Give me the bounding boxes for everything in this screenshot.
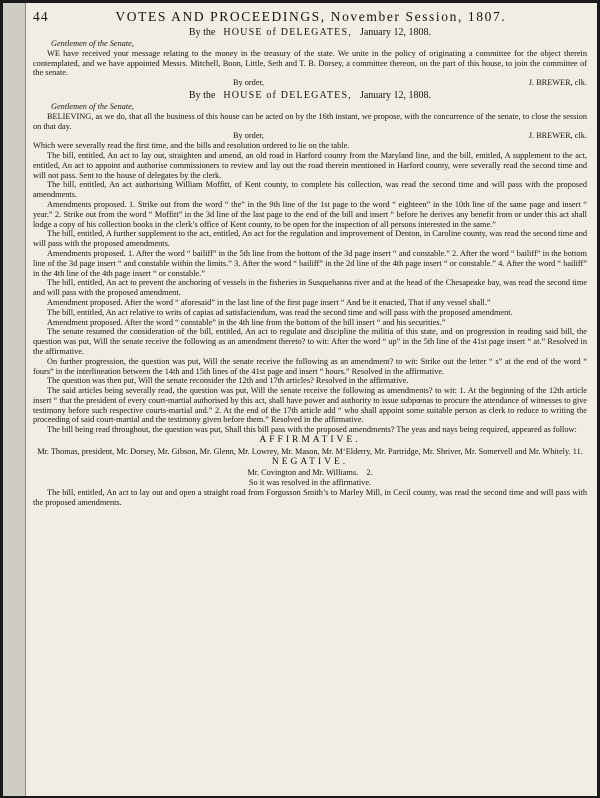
negative-count: 2. <box>366 468 373 478</box>
message-1-salutation: Gentlemen of the Senate, <box>51 39 134 48</box>
paragraph: Amendment proposed. After the word “ constable” in the 4th line from the bottom of the bill insert “ and his securities.” <box>47 317 446 327</box>
paragraph: The bill, entitled, An act to lay out, straighten and amend, an old road in Harford county from the Maryland line, and the bill, entitled, A supplement to the act, entitled, An act to appoint and authorise commissioners to review and lay out the road therein mentioned in Harford county, were severally read the second time and will not pass. Sent to the house of delegates by the clerk. <box>33 150 587 180</box>
running-title: VOTES AND PROCEEDINGS, November Session, 1807. <box>115 9 507 24</box>
final-paragraph: The bill, entitled, An act to lay out and open a straight road from Forgusson Smith’s to Marley Mill, in Cecil county, was read the second time and will pass with the proposed amendments. <box>33 488 587 507</box>
message-2-salutation: Gentlemen of the Senate, <box>51 101 134 111</box>
vote-result: So it was resolved in the affirmative. <box>248 478 372 488</box>
paragraph: Amendment proposed. After the word “ aforesaid” in the last line of the first page insert “ And be it enacted, That if any vessel shall.” <box>47 297 491 307</box>
paragraph: On further progression, the question was put, Will the senate receive the following as an amendment? to wit: Strike out the letter “ s” at the end of the word “ fours” in the interlineation between the 14th and 15th lines of the 41st page and insert “ hours.” Resolved in the affirmative. <box>33 356 587 376</box>
affirmative-name-list: Mr. Thomas, president, Mr. Dorsey, Mr. Gibson, Mr. Glenn, Mr. Lowrey, Mr. Mason, Mr. M‘Elderry, Mr. Partridge, Mr. Shriver, Mr. Somervell and Mr. Whitely. <box>37 446 571 456</box>
page-number: 44 <box>33 9 49 24</box>
message-1-signer: J. BREWER, clk. <box>528 78 587 88</box>
paragraph: The senate resumed the consideration of the bill, entitled, An act to regulate and discipline the militia of this state, and on progression in reading said bill, the question was put, Will the senate receive the following as an amendment thereto? to wit: After the word “ up” in the 5th line of the 41st page insert “ at.” Resolved in the affirmative. <box>33 327 587 356</box>
message-2-house: HOUSE of DELEGATES, <box>223 89 352 101</box>
message-2-signer: J. BREWER, clk. <box>528 131 587 141</box>
affirmative-heading: AFFIRMATIVE. <box>259 435 361 446</box>
page-gutter <box>3 3 26 796</box>
paragraph: The bill, entitled, An act authorising William Moffitt, of Kent county, to complete his collection, was read the second time and will pass with the proposed amendments. <box>33 180 587 200</box>
message-1-signature <box>33 78 587 88</box>
paragraph: Amendments proposed. 1. Strike out from the word “ the” in the 9th line of the 1st page to the word “ eighteen” in the 10th line of the same page and insert “ year.” 2. Strike out from the word “ Moffitt” in the 3d line of the last page to the end of the bill and insert “ before he derives any benefit from or under this act shall lodge a copy of his collection books in the clerk’s office of Kent county, to be open for the inspection of all persons interested in the same.” <box>33 199 587 229</box>
message-2-body: BELIEVING, as we do, that all the business of this house can be acted on by the 16th instant, we propose, with the concurrence of the senate, to close the session on that day. <box>33 111 587 131</box>
negative-name-list: Mr. Covington and Mr. Williams. <box>247 468 359 478</box>
message-1-by-order: By order, <box>233 78 265 88</box>
message-1-intro: By the <box>188 27 216 38</box>
message-2-intro: By the <box>188 89 216 101</box>
negative-names <box>33 468 587 478</box>
paragraph: The bill, entitled, An act relative to writs of capias ad satisfaciendum, was read the second time and will pass with the proposed amendment. <box>47 307 513 317</box>
message-1-date: January 12, 1808. <box>359 27 432 38</box>
message-1-heading <box>33 27 587 39</box>
paragraph: Which were severally read the first time, and the bills and resolution ordered to lie on the table. <box>33 141 350 151</box>
paragraph: The question was then put, Will the senate reconsider the 12th and 17th articles? Resolved in the affirmative. <box>47 376 409 386</box>
message-1-house: HOUSE of DELEGATES, <box>223 27 352 38</box>
paragraph: The bill, entitled, An act to prevent the anchoring of vessels in the fisheries in Susquehanna river and at the head of the Chesapeake bay, was read the second time and will pass with the proposed amendment. <box>33 278 587 298</box>
message-2-signature <box>33 131 587 141</box>
running-head <box>33 9 587 25</box>
paragraph: The bill, entitled, A further supplement to the act, entitled, An act for the regulation and improvement of Denton, in Caroline county, was read the second time and will pass with the proposed amendments. <box>33 229 587 249</box>
message-2-heading <box>33 90 587 102</box>
affirmative-count: 11. <box>572 446 583 456</box>
paragraph: Amendments proposed. 1. After the word “ bailiff” in the 5th line from the bottom of the 3d page insert “ and constable.” 2. After the word “ bailiff” in the bottom line of the 3d page insert “ and constable within the limits.” 3. After the word “ bailiff” in the 2d line of the 4th page insert “ or constable.” 4. After the word “ bailiff” in the 4th line of the 4th page insert “ or constable.” <box>33 248 587 278</box>
paragraph: The bill being read throughout, the question was put, Shall this bill pass with the proposed amendments? The yeas and nays being required, appeared as follow: <box>47 425 577 435</box>
message-1-body: WE have received your message relating to the money in the treasury of the state. We unite in the policy of originating a committee for the object therein contemplated, and we have appointed Messrs. Mitchell, Boon, Little, Seth and T. B. Dorsey, a committee thereon, on the part of this house, to join the committee of the senate. <box>33 48 587 78</box>
negative-heading: NEGATIVE. <box>271 456 349 467</box>
message-2-date: January 12, 1808. <box>359 89 432 101</box>
paragraph: The said articles being severally read, the question was put, Will the senate receive the following as amendments? to wit: 1. At the beginning of the 12th article insert “ that the president of every court-martial authorised by this act, shall have power and authority to issue subpœnas to procure the attendance of witnesses to give testimony before such respective courts-martial and.” 2. At the end of the 17th article add “ who shall appoint some suitable person as clerk to reduce to writing the proceeding of said court-martial and the testimony given before them.” Resolved in the affirmative. <box>33 386 587 425</box>
affirmative-names <box>33 447 587 457</box>
message-2-by-order: By order, <box>233 131 265 141</box>
